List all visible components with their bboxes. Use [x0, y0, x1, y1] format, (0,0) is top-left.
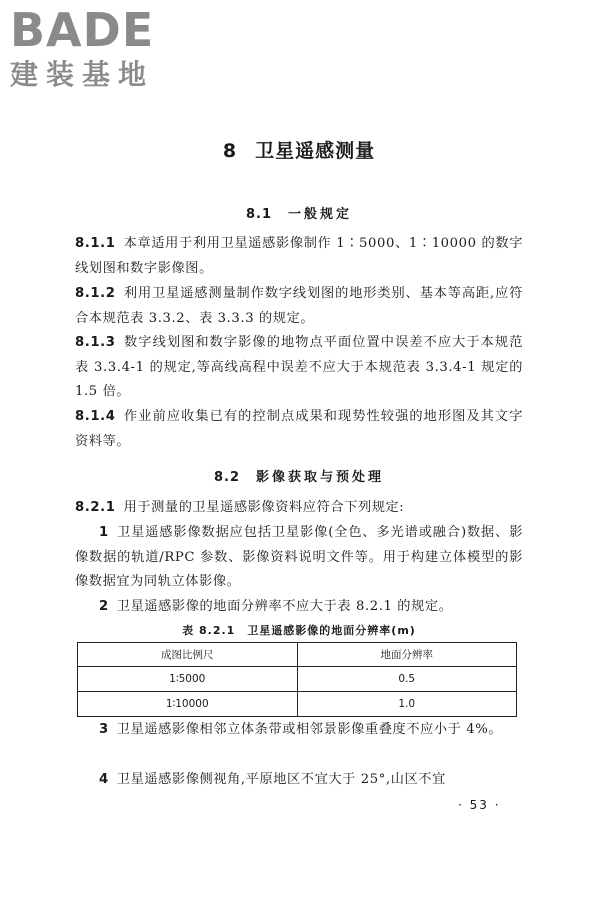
item-number: 2 [99, 599, 109, 614]
item-text: 卫星遥感影像的地面分辨率不应大于表 8.2.1 的规定。 [116, 599, 453, 614]
section-name: 一般规定 [288, 207, 353, 222]
clause-text: 数字线划图和数字影像的地物点平面位置中误差不应大于本规范表 3.3.4-1 的规定,等高线高程中误差不应大于本规范表 3.3.4-1 规定的 1.5 倍。 [75, 335, 523, 399]
item-4 [75, 768, 523, 793]
table-cell: 1.0 [297, 692, 517, 717]
item-text: 卫星遥感影像数据应包括卫星影像(全色、多光谱或融合)数据、影像数据的轨道/RPC 参数、影像资料说明文件等。用于构建立体模型的影像数据宜为同轨立体影像。 [75, 525, 523, 589]
chapter-name: 卫星遥感测量 [255, 140, 376, 162]
section-heading-8-1 [75, 203, 523, 222]
table-title: 卫星遥感影像的地面分辨率(m) [247, 624, 416, 637]
item-2 [75, 595, 523, 620]
item-number: 3 [99, 722, 109, 737]
section-number: 8.2 [213, 470, 240, 485]
table-cell: 1∶5000 [78, 667, 298, 692]
column-header-resolution: 地面分辨率 [297, 643, 517, 667]
column-header-scale: 成图比例尺 [78, 643, 298, 667]
section-heading-8-2 [75, 466, 523, 485]
page-number: · 53 · [458, 798, 501, 812]
table-caption [75, 622, 523, 638]
logo-wordmark: BADE [10, 3, 155, 57]
clause-8-1-4 [75, 405, 523, 454]
clause-number: 8.1.2 [75, 286, 116, 301]
section-number: 8.1 [245, 207, 272, 222]
clause-text: 作业前应收集已有的控制点成果和现势性较强的地形图及其文字资料等。 [75, 409, 523, 449]
item-number: 1 [99, 525, 109, 540]
resolution-table [77, 642, 517, 717]
chapter-number: 8 [222, 140, 238, 162]
clause-number: 8.2.1 [75, 500, 116, 515]
logo-subtitle: 建装基地 [10, 58, 155, 91]
clause-text: 用于测量的卫星遥感影像资料应符合下列规定: [123, 500, 405, 515]
clause-8-1-2 [75, 282, 523, 331]
item-text: 卫星遥感影像侧视角,平原地区不宜大于 25°,山区不宜 [116, 772, 446, 787]
item-text: 卫星遥感影像相邻立体条带或相邻景影像重叠度不应小于 4%。 [116, 722, 503, 737]
table-number: 表 8.2.1 [182, 624, 236, 637]
table-row [78, 692, 517, 717]
table-header-row [78, 643, 517, 667]
clause-8-1-3 [75, 331, 523, 405]
table-cell: 0.5 [297, 667, 517, 692]
table-row [78, 667, 517, 692]
chapter-title [75, 136, 523, 163]
item-number: 4 [99, 772, 109, 787]
clause-text: 利用卫星遥感测量制作数字线划图的地形类别、基本等高距,应符合本规范表 3.3.2、表 3.3.3 的规定。 [75, 286, 523, 326]
clause-8-1-1 [75, 232, 523, 281]
clause-8-2-1 [75, 496, 523, 521]
item-3 [75, 718, 523, 743]
bade-logo [10, 3, 180, 92]
table-cell: 1∶10000 [78, 692, 298, 717]
section-name: 影像获取与预处理 [256, 470, 385, 485]
item-1 [75, 521, 523, 595]
clause-number: 8.1.3 [75, 335, 116, 350]
clause-text: 本章适用于利用卫星遥感影像制作 1∶5000、1∶10000 的数字线划图和数字影像图。 [75, 236, 523, 276]
clause-number: 8.1.1 [75, 236, 116, 251]
clause-number: 8.1.4 [75, 409, 116, 424]
